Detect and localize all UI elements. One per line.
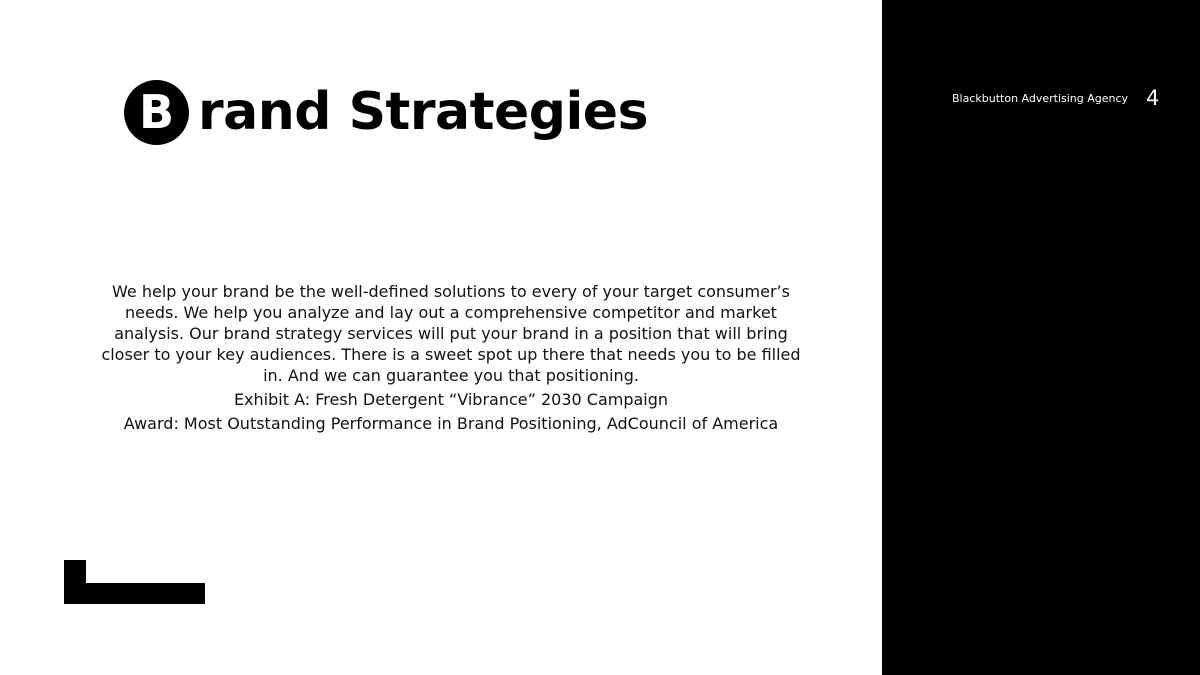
brand-logo-circle [124,80,189,145]
body-text [90,281,812,437]
award-line: Award: Most Outstanding Performance in Brand Positioning, AdCouncil of America [123,414,779,433]
exhibit-line: Exhibit A: Fresh Detergent “Vibrance” 2030 Campaign [233,390,669,409]
title-text: rand Strategies [198,82,649,142]
body-paragraph: We help your brand be the well-defined solutions to every of your target consumer’s needs. We help you analyze and lay out a comprehensive competitor and market analysis. Our brand strategy services will put your brand in a position that will bring closer to your key audiences. There is a sweet spot up there that needs you to be filled in. And we can guarantee you that positioning. [101,282,801,385]
logo-letter: B [138,85,175,139]
side-panel [882,0,1200,675]
agency-name: Blackbutton Advertising Agency [952,92,1129,105]
page-number: 4 [1146,86,1160,110]
decorative-bracket [64,560,205,604]
slide-title [124,78,648,146]
bracket-path [64,560,205,604]
